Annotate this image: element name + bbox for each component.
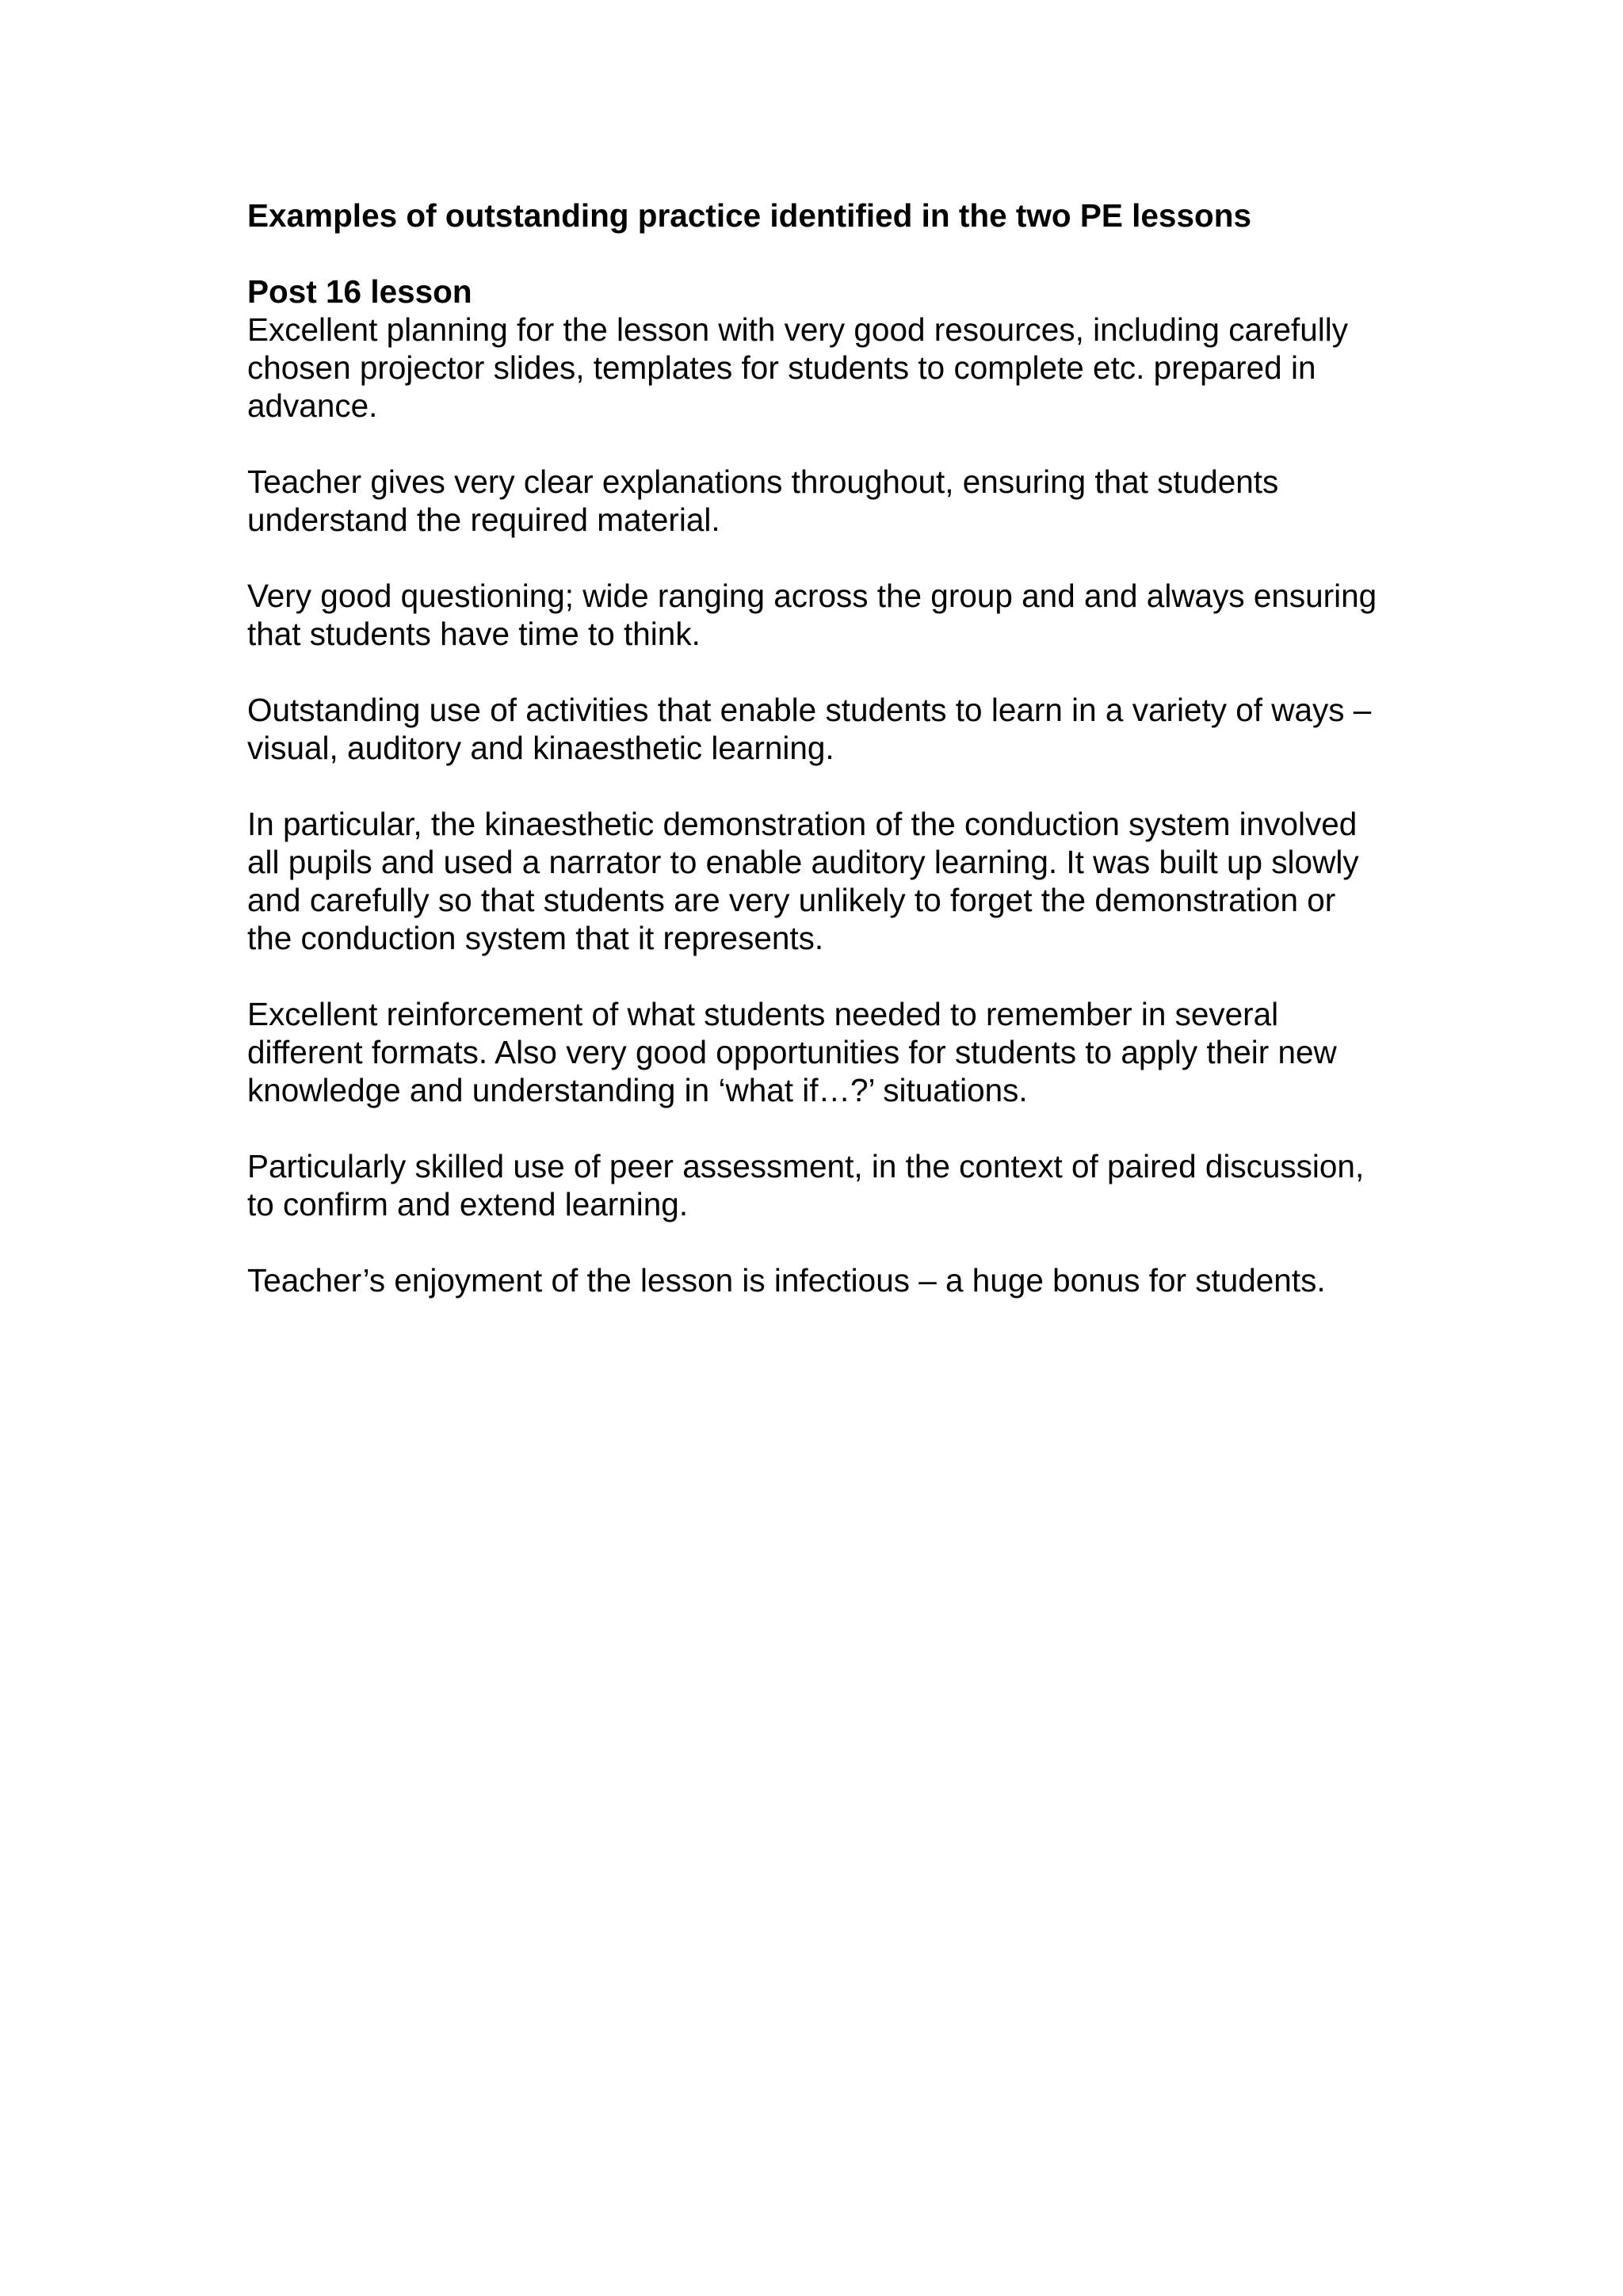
paragraph-questioning: Very good questioning; wide ranging across the group and and always ensuring that students have time to think. xyxy=(247,578,1377,652)
paragraph-enjoyment: Teacher’s enjoyment of the lesson is infectious – a huge bonus for students. xyxy=(247,1262,1326,1299)
section-heading: Post 16 lesson xyxy=(247,273,472,310)
paragraph-activities: Outstanding use of activities that enable students to learn in a variety of ways – visual, auditory and kinaesthetic learning. xyxy=(247,692,1372,766)
paragraph-demonstration: In particular, the kinaesthetic demonstration of the conduction system involved all pupils and used a narrator to enable auditory learning. It was built up slowly and carefully so that students are very unlikely to forget the demonstration or the conduction system that it represents. xyxy=(247,806,1359,956)
paragraph-peer-assessment: Particularly skilled use of peer assessment, in the context of paired discussion, to confirm and extend learning. xyxy=(247,1148,1365,1222)
document-title: Examples of outstanding practice identified in the two PE lessons xyxy=(247,197,1251,234)
paragraph-planning: Excellent planning for the lesson with very good resources, including carefully chosen projector slides, templates for students to complete etc. prepared in advance. xyxy=(247,311,1349,424)
document-body xyxy=(247,196,1388,1299)
paragraph-explanations: Teacher gives very clear explanations throughout, ensuring that students understand the required material. xyxy=(247,463,1279,538)
paragraph-reinforcement: Excellent reinforcement of what students needed to remember in several different formats. Also very good opportunities for students to apply their new knowledge and understanding in ‘what if…?’ situations. xyxy=(247,996,1337,1108)
